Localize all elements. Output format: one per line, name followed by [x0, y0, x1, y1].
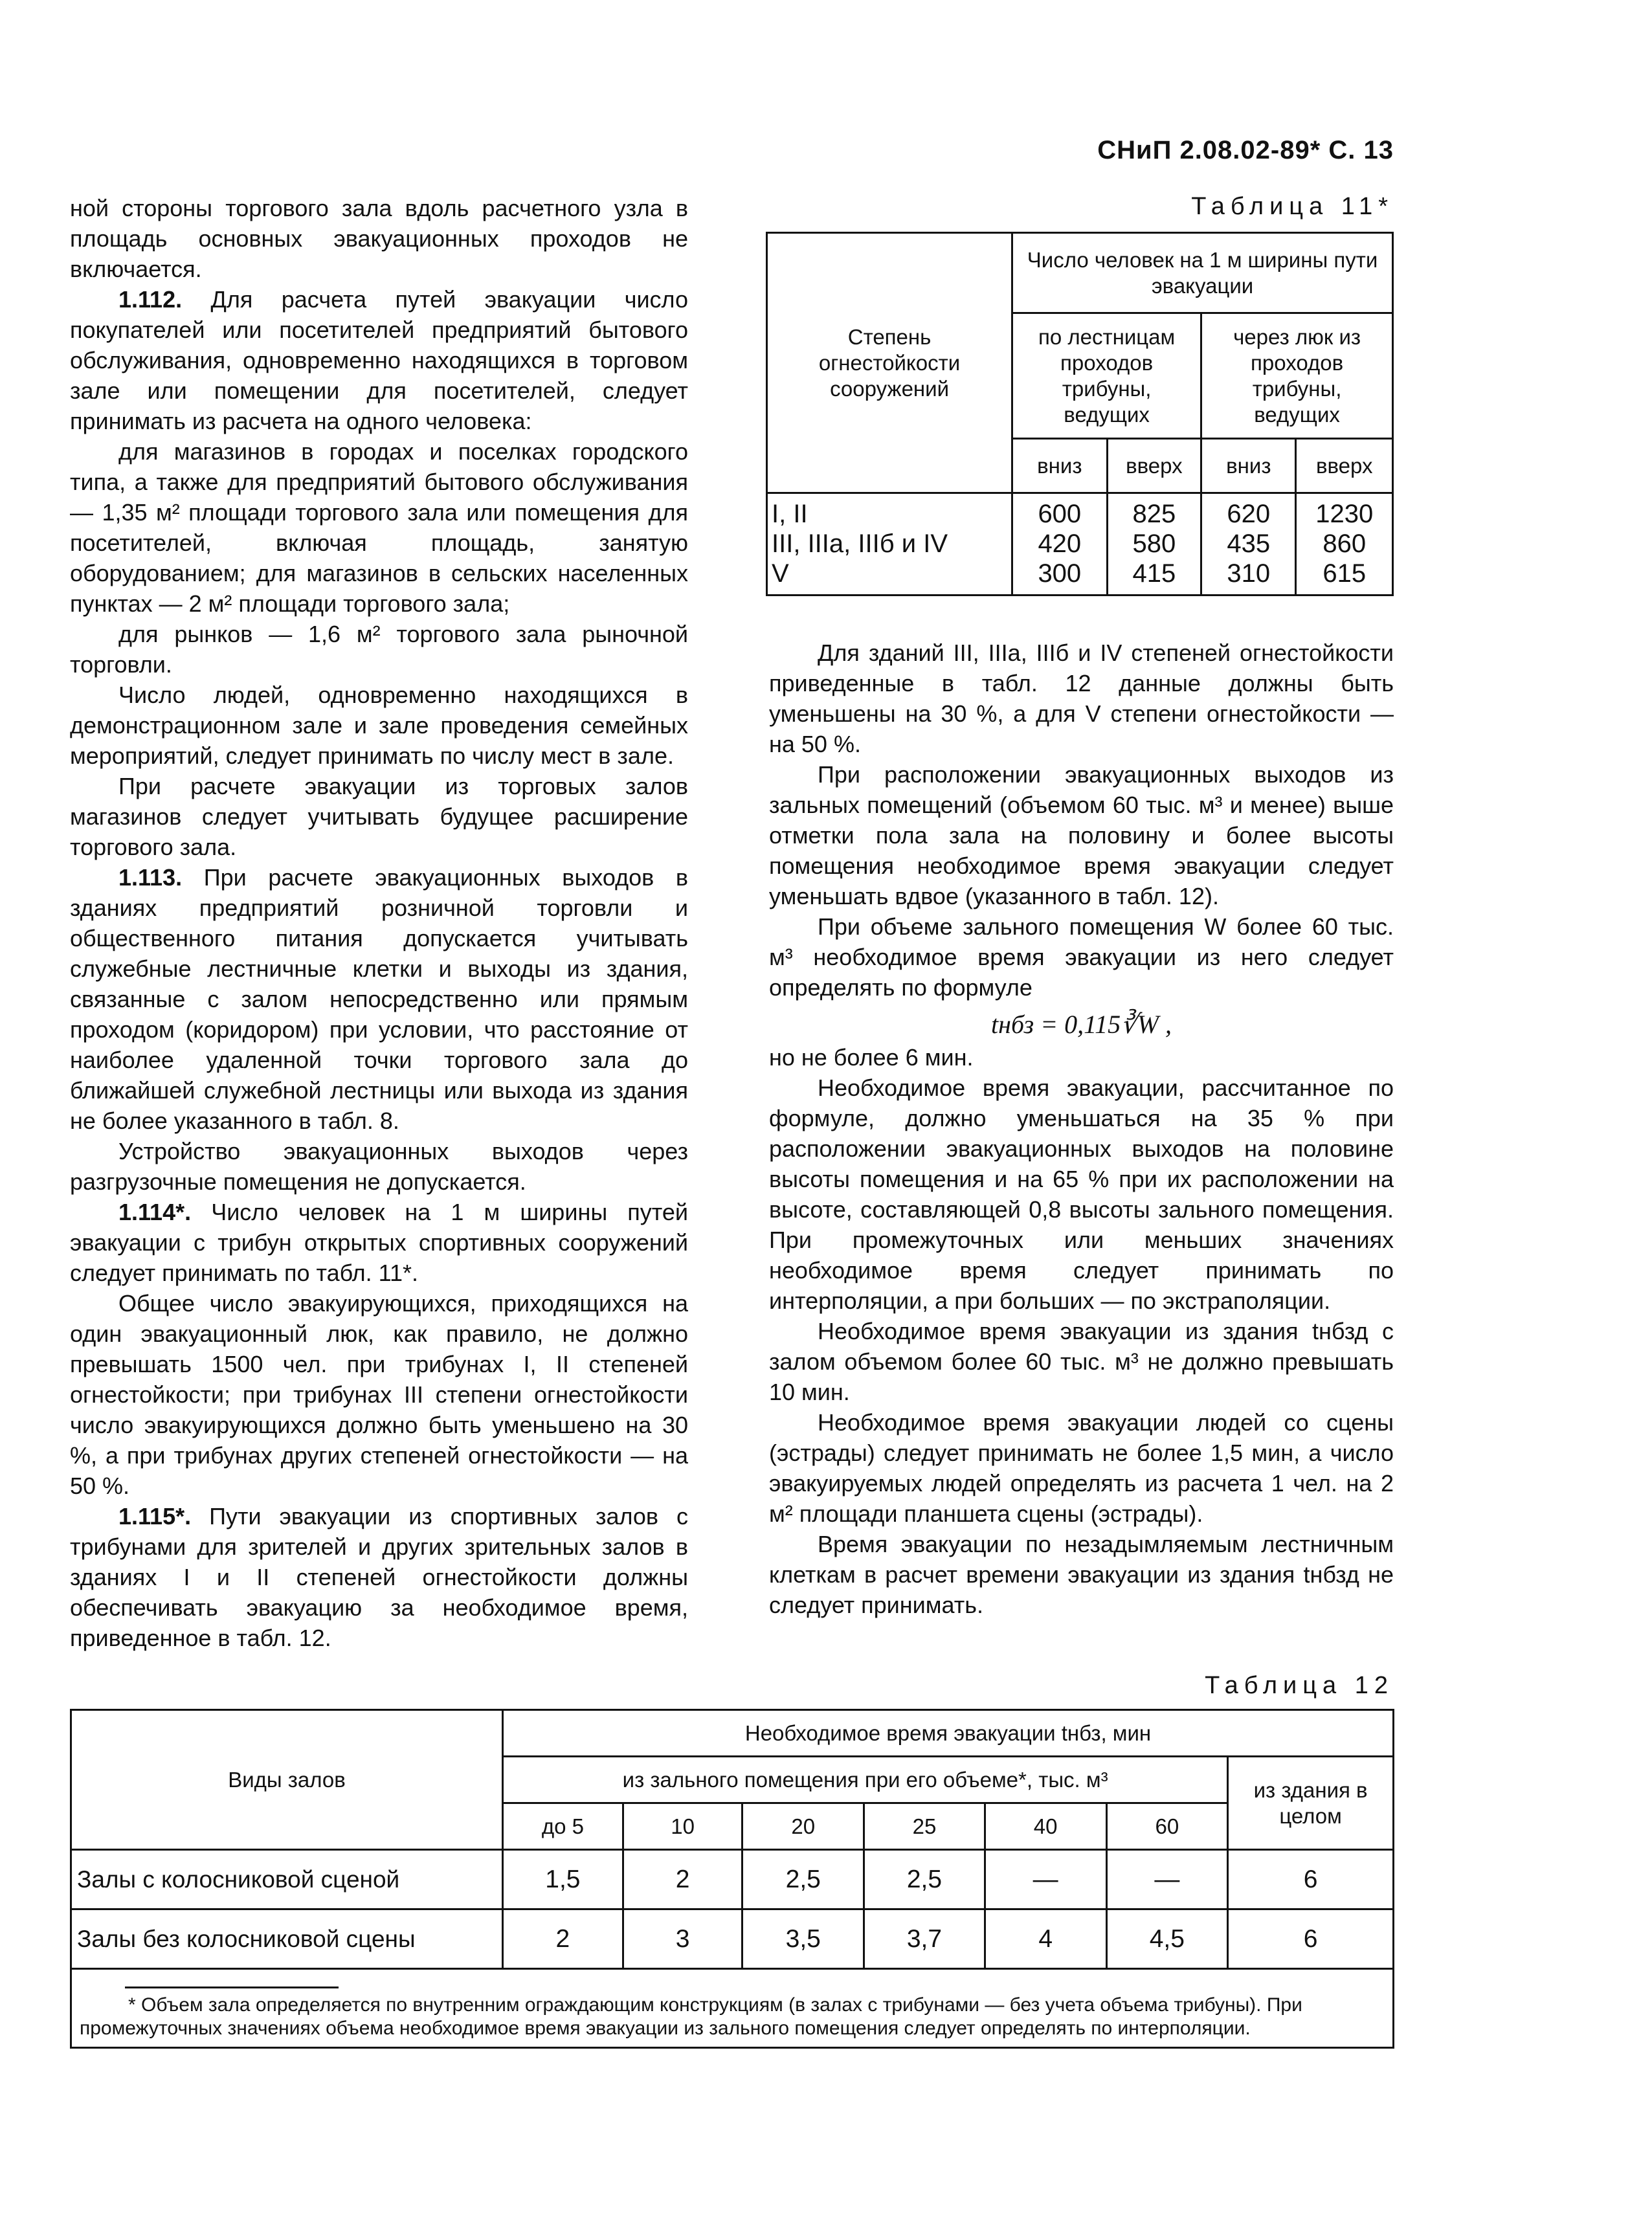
clause-number: 1.113.: [118, 864, 183, 891]
table-cell: 4: [985, 1909, 1106, 1969]
table-footnote: [71, 1969, 1394, 2048]
paragraph: При расположении эвакуационных выходов из зальных помещений (объемом 60 тыс. м³ и менее) выше отметки пола зала на половину и более высоты помещения необходимое время эвакуации следует уменьшать вдвое (указанного в табл. 12).: [769, 761, 1394, 909]
value: 600: [1038, 500, 1082, 528]
table-11: [766, 232, 1394, 596]
value: 300: [1038, 559, 1082, 588]
paragraph: Необходимое время эвакуации, рассчитанное по формуле, должно уменьшаться на 35 % при расположении эвакуационных выходов на половине высоты помещения и на 65 % при их расположении на высоте, составляющей 0,8 высоты зального помещения. При промежуточных или меньших значениях необходимое время следует принимать по интерполяции, а при больших — по экстраполяции.: [769, 1074, 1394, 1314]
clause-text: Пути эвакуации из спортивных залов с трибунами для зрителей и других зрительных залов в зданиях I и II степеней огнестойкости должны обеспечивать эвакуацию за необходимое время, приведенное в табл. 12.: [70, 1503, 688, 1651]
table-cell: [767, 493, 1012, 595]
value: 310: [1227, 559, 1271, 588]
table-cell: [1012, 493, 1107, 595]
table-header-cell: вниз: [1201, 439, 1296, 493]
paragraph: [70, 1501, 688, 1653]
paragraph: Для зданий III, IIIа, IIIб и IV степеней огнестойкости приведенные в табл. 12 данные должны быть уменьшены на 30 %, а для V степени огнестойкости — на 50 %.: [769, 640, 1394, 757]
paragraph: При объеме зального помещения W более 60 тыс. м³ необходимое время эвакуации из него следует определять по формуле: [769, 913, 1394, 1001]
table-12-caption: Таблица 12: [1205, 1672, 1394, 1699]
table-header-cell: из здания в целом: [1228, 1757, 1394, 1850]
clause-text: При расчете эвакуационных выходов в зданиях предприятий розничной торговли и общественного питания допускается учитывать служебные лестничные клетки и выходы из здания, связанные с залом непосредственно или прямым проходом (коридором) при условии, что расстояние от наиболее удаленной точки торгового зала до ближайшей служебной лестницы или выхода из здания не более указанного в табл. 8.: [70, 864, 688, 1134]
clause-number: 1.114*.: [118, 1199, 192, 1225]
footnote-text: * Объем зала определяется по внутренним ограждающим конструкциям (в залах с трибунами — без учета объема трибуны). При промежуточных значениях объема необходимое время эвакуации из зального помещения следует определять по интерполяции.: [80, 1994, 1302, 2039]
row-label: I, II: [772, 500, 808, 528]
right-column: [769, 638, 1394, 1620]
value: 415: [1132, 559, 1176, 588]
table-row: [71, 1850, 1394, 1909]
paragraph: Число людей, одновременно находящихся в демонстрационном зале и зале проведения семейных мероприятий, следует принимать по числу мест в зале.: [70, 682, 688, 769]
value: 825: [1132, 500, 1176, 528]
table-cell: 6: [1228, 1909, 1394, 1969]
table-cell: 2,5: [742, 1850, 864, 1909]
table-header-cell: вверх: [1107, 439, 1201, 493]
table-cell: Залы с колосниковой сценой: [71, 1850, 503, 1909]
clause-number: 1.115*.: [118, 1503, 192, 1530]
table-header-cell: 20: [742, 1803, 864, 1850]
value: 620: [1227, 500, 1271, 528]
paragraph: для рынков — 1,6 м² торгового зала рыночной торговли.: [70, 621, 688, 678]
paragraph: При расчете эвакуации из торговых залов магазинов следует учитывать будущее расширение торгового зала.: [70, 773, 688, 860]
clause-text: Число человек на 1 м ширины путей эвакуации с трибун открытых спортивных сооружений следует принимать по табл. 11*.: [70, 1199, 688, 1286]
table-row: [71, 1909, 1394, 1969]
table-cell: [1296, 493, 1393, 595]
paragraph: [70, 862, 688, 1136]
table-cell: —: [1106, 1850, 1228, 1909]
table-cell: 1,5: [503, 1850, 623, 1909]
table-header-cell: Число человек на 1 м ширины пути эвакуации: [1012, 233, 1393, 313]
table-header-cell: Необходимое время эвакуации tнбз, мин: [503, 1710, 1394, 1757]
value: 435: [1227, 529, 1271, 558]
table-cell: 4,5: [1106, 1909, 1228, 1969]
footnote-rule: [125, 1987, 339, 1988]
paragraph: Время эвакуации по незадымляемым лестничным клеткам в расчет времени эвакуации из здания tнбзд не следует принимать.: [769, 1531, 1394, 1618]
table-header-cell: Виды залов: [71, 1710, 503, 1850]
value: 1230: [1315, 500, 1374, 528]
value: 580: [1132, 529, 1176, 558]
paragraph: но не более 6 мин.: [769, 1044, 974, 1071]
table-header-cell: 25: [864, 1803, 985, 1850]
table-header-cell: вверх: [1296, 439, 1393, 493]
paragraph: ной стороны торгового зала вдоль расчетного узла в площадь основных эвакуационных проходов не включается.: [70, 195, 688, 282]
table-header-cell: по лестницам проходов трибуны, ведущих: [1012, 313, 1201, 439]
table-cell: 3: [623, 1909, 742, 1969]
table-cell: 6: [1228, 1850, 1394, 1909]
paragraph: [70, 284, 688, 436]
table-cell: Залы без колосниковой сцены: [71, 1909, 503, 1969]
paragraph: Общее число эвакуирующихся, приходящихся на один эвакуационный люк, как правило, не должно превышать 1500 чел. при трибунах I, II степеней огнестойкости; при трибунах III степени огнестойкости число эвакуирующихся должно быть уменьшено на 30 %, а при трибунах других степеней огнестойкости — на 50 %.: [70, 1290, 688, 1499]
row-label: V: [772, 559, 789, 588]
table-cell: 3,5: [742, 1909, 864, 1969]
table-cell: 2: [503, 1909, 623, 1969]
row-label: III, IIIа, IIIб и IV: [772, 529, 948, 558]
table-cell: 2,5: [864, 1850, 985, 1909]
table-cell: 2: [623, 1850, 742, 1909]
left-column: [70, 193, 688, 1653]
table-header-cell: 10: [623, 1803, 742, 1850]
paragraph: для магазинов в городах и поселках городского типа, а также для предприятий бытового обслуживания — 1,35 м² площади торгового зала или помещения для посетителей, включая площадь, занятую оборудованием; для магазинов в сельских населенных пунктах — 2 м² площади торгового зала;: [70, 438, 688, 617]
formula: tнбз = 0,115∛W ,: [991, 1010, 1172, 1039]
table-header-cell: Степень огнестойкости сооружений: [767, 233, 1012, 493]
table-cell: [1201, 493, 1296, 595]
table-cell: 3,7: [864, 1909, 985, 1969]
paragraph: [70, 1197, 688, 1288]
table-header-cell: 40: [985, 1803, 1106, 1850]
table-header-cell: до 5: [503, 1803, 623, 1850]
paragraph: Необходимое время эвакуации из здания tнбзд с залом объемом более 60 тыс. м³ не должно превышать 10 мин.: [769, 1318, 1394, 1405]
page-header: СНиП 2.08.02-89* С. 13: [1097, 136, 1394, 164]
table-cell: —: [985, 1850, 1106, 1909]
table-header-cell: из зального помещения при его объеме*, тыс. м³: [503, 1757, 1228, 1803]
table-header-cell: вниз: [1012, 439, 1107, 493]
value: 420: [1038, 529, 1082, 558]
table-12: [70, 1709, 1394, 2049]
paragraph: Устройство эвакуационных выходов через разгрузочные помещения не допускается.: [70, 1138, 688, 1195]
value: 860: [1323, 529, 1367, 558]
clause-number: 1.112.: [118, 286, 183, 313]
table-header-cell: 60: [1106, 1803, 1228, 1850]
paragraph: Необходимое время эвакуации людей со сцены (эстрады) следует принимать не более 1,5 мин, а число эвакуируемых людей определять из расчета 1 чел. на 2 м² площади планшета сцены (эстрады).: [769, 1409, 1394, 1527]
table-cell: [1107, 493, 1201, 595]
table-11-caption: Таблица 11*: [1191, 193, 1394, 220]
clause-text: Для расчета путей эвакуации число покупателей или посетителей предприятий бытового обслуживания, одновременно находящихся в торговом зале или помещении для посетителей, следует принимать из расчета на одного человека:: [70, 286, 688, 434]
table-header-cell: через люк из проходов трибуны, ведущих: [1201, 313, 1393, 439]
value: 615: [1323, 559, 1367, 588]
